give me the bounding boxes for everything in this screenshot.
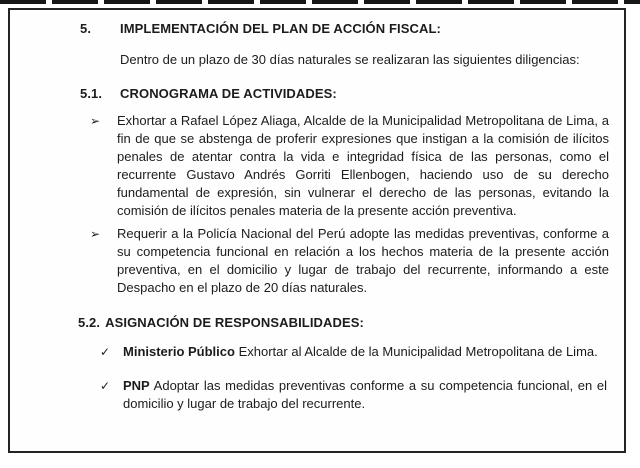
list-item-ministerio-publico-text [123, 343, 607, 361]
list-item-pnp-text [123, 377, 607, 413]
list-item-requerir [90, 225, 624, 297]
responsibility-description: Exhortar al Alcalde de la Municipalidad Metropolitana de Lima. [238, 344, 598, 359]
section-5-intro-paragraph: Dentro de un plazo de 30 días naturales se realizaran las siguientes diligencias: [120, 52, 580, 67]
section-5-2-number: 5.2. [78, 315, 101, 330]
section-5-1-heading [80, 85, 624, 103]
section-5-1-number: 5.1. [80, 86, 103, 101]
document-page [8, 8, 626, 453]
section-5-1-title: CRONOGRAMA DE ACTIVIDADES: [120, 86, 337, 101]
section-5-heading [80, 20, 624, 38]
checkmark-icon: ✓ [100, 345, 111, 359]
checkmark-icon: ✓ [100, 379, 111, 393]
responsibility-description: Adoptar las medidas preventivas conforme a su competencia funcional, en el domicilio y lugar de trabajo del recurrente. [123, 378, 607, 411]
top-artifact-strip [0, 0, 640, 4]
section-5-2-heading [78, 314, 624, 332]
section-5-2-title: ASIGNACIÓN DE RESPONSABILIDADES: [105, 315, 364, 330]
section-5-title: IMPLEMENTACIÓN DEL PLAN DE ACCIÓN FISCAL: [120, 21, 441, 36]
document-body [10, 20, 624, 461]
list-item-pnp [100, 377, 624, 413]
section-5-number: 5. [80, 21, 92, 36]
responsible-entity-label: Ministerio Público [123, 344, 235, 359]
list-item-requerir-text: Requerir a la Policía Nacional del Perú adopte las medidas preventivas, conforme a su competencia funcional en relación a los hechos materia de la presente acción preventiva, en el domicilio y lugar de trabajo del recurrente, informando a este Despacho en el plazo de 20 días naturales. [117, 226, 609, 295]
arrow-bullet-icon: ➢ [90, 227, 101, 241]
list-item-exhortar [90, 112, 624, 220]
arrow-bullet-icon: ➢ [90, 114, 101, 128]
responsible-entity-label: PNP [123, 378, 150, 393]
list-item-ministerio-publico [100, 343, 624, 361]
list-item-exhortar-text: Exhortar a Rafael López Aliaga, Alcalde de la Municipalidad Metropolitana de Lima, a fin de que se abstenga de proferir expresiones que instigan a la comisión de ilícitos penales de atentar contra la vida e integridad física de las personas, como el recurrente Gustavo Andrés Gorriti Ellenbogen, haciendo uso de su derecho fundamental de expresión, sin vulnerar el derecho de las personas, evitando la comisión de ilícitos penales materia de la presente acción preventiva. [117, 113, 609, 218]
